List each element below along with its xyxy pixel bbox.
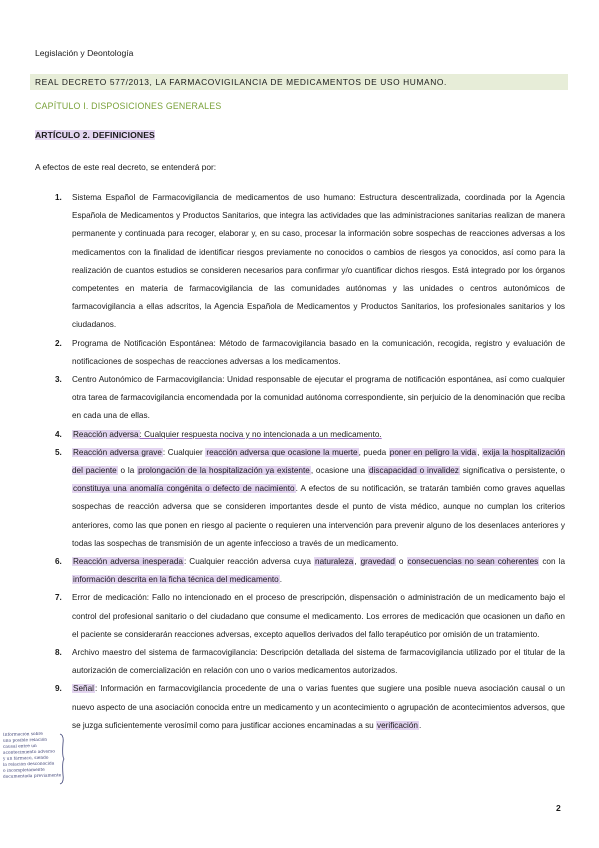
definition-1 bbox=[55, 189, 565, 335]
definition-term: Reacción adversa bbox=[73, 429, 139, 439]
definition-text: . bbox=[418, 720, 422, 730]
note-line: causal entre un bbox=[2, 743, 37, 750]
definition-2 bbox=[55, 335, 565, 371]
page-header: Legislación y Deontología bbox=[35, 48, 134, 58]
definition-number: 8. bbox=[55, 648, 62, 658]
definition-text: : Cualquier bbox=[162, 447, 206, 457]
note-line: la relación desconocida bbox=[2, 761, 55, 768]
definition-text: : Cualquier respuesta nociva y no intencionada a un medicamento. bbox=[139, 429, 382, 439]
note-line: Información sobre bbox=[2, 731, 44, 738]
definition-text: Archivo maestro del sistema de farmacovigilancia: Descripción detallada del sistema de farmacovigilancia utilizado por el titular de la autorización de comercialización en relación con uno o varios medicamentos autorizados. bbox=[72, 648, 565, 676]
handwritten-note bbox=[3, 732, 65, 786]
definition-text: : Cualquier reacción adversa cuya bbox=[183, 557, 315, 567]
definition-number: 2. bbox=[55, 338, 62, 348]
definition-7 bbox=[55, 589, 565, 644]
definition-number: 6. bbox=[55, 557, 62, 567]
definition-text: . bbox=[279, 575, 282, 585]
highlight: constituya una anomalía congénita o defecto de nacimiento bbox=[73, 484, 295, 494]
definition-text: Error de medicación: Fallo no intencionado en el proceso de prescripción, dispensación o administración de un medicamento bajo el control del profesional sanitario o del ciudadano que consume el medicamento. Los errores de medicación que ocasionen un daño en el paciente se considerarán reacciones adversas, excepto aquellos derivados del fallo terapéutico por omisión de un tratamiento. bbox=[72, 593, 565, 639]
decree-banner: REAL DECRETO 577/2013, LA FARMACOVIGILANCIA DE MEDICAMENTOS DE USO HUMANO. bbox=[30, 74, 568, 90]
definition-number: 5. bbox=[55, 447, 62, 457]
definition-text: con la bbox=[539, 557, 565, 567]
definition-8 bbox=[55, 644, 565, 680]
note-line: una posible relación bbox=[2, 737, 48, 744]
definition-text: : Información en farmacovigilancia procedente de una o varias fuentes que sugiere una posible nueva asociación causal o un nuevo aspecto de una asociación conocida entre un medicamento y un acontecimiento o agrupación de acontecimientos adversos, que se juzga suficientemente verosímil como para justificar acciones encaminadas a su bbox=[72, 684, 565, 730]
highlight: prolongación de la hospitalización ya existente bbox=[138, 466, 310, 476]
definition-text: Programa de Notificación Espontánea: Método de farmacovigilancia basado en la comunicación, recogida, registro y evaluación de notificaciones de sospechas de reacciones adversas a los medicamentos. bbox=[72, 338, 565, 366]
highlight: naturaleza bbox=[315, 557, 354, 567]
definition-9 bbox=[55, 680, 565, 735]
highlight: poner en peligro la vida bbox=[389, 447, 477, 457]
definitions-list bbox=[55, 189, 565, 735]
highlight: consecuencias no sean coherentes bbox=[407, 557, 539, 567]
definition-term: Señal bbox=[73, 684, 94, 694]
definition-4 bbox=[55, 426, 565, 444]
definition-3 bbox=[55, 371, 565, 426]
article-heading bbox=[35, 130, 155, 140]
note-line: acontecimiento adverso bbox=[2, 749, 55, 756]
intro-text: A efectos de este real decreto, se entenderá por: bbox=[35, 162, 217, 172]
article-heading-text: ARTÍCULO 2. DEFINICIONES bbox=[35, 130, 155, 140]
definition-term: Reacción adversa grave bbox=[73, 447, 162, 457]
definition-text: , bbox=[477, 447, 482, 457]
definition-text: . A efectos de su notificación, se tratarán también como graves aquellas sospechas de reacción adversa que se consideren importantes desde el punto de vista médico, aunque no cumplan los criterios anteriores, como las que ponen en riesgo al paciente o requieren una intervención para prevenir alguno de los desenlaces anteriores y todas las sospechas de transmisión de un agente infeccioso a través de un medicamento. bbox=[72, 484, 566, 548]
highlight: exija la hospitalización del paciente bbox=[72, 447, 565, 476]
definition-number: 7. bbox=[55, 593, 62, 603]
definition-number: 3. bbox=[55, 375, 62, 385]
highlight: gravedad bbox=[360, 557, 395, 567]
definition-term: Reacción adversa inesperada bbox=[73, 557, 183, 567]
definition-number: 1. bbox=[55, 193, 62, 202]
page-number: 2 bbox=[556, 803, 561, 813]
definition-text: Centro Autonómico de Farmacovigilancia: Unidad responsable de ejecutar el programa de notificación espontánea, así como cualquier otra tarea de farmacovigilancia encomendada por la comunidad autónoma correspondiente, sin perjuicio de la denominación que reciba en cada una de ellas. bbox=[72, 375, 565, 421]
definition-text: , ocasione una bbox=[310, 466, 369, 476]
highlight: información descrita en la ficha técnica del medicamento bbox=[73, 575, 279, 585]
definition-text: o la bbox=[117, 466, 138, 476]
definition-6 bbox=[55, 553, 565, 589]
note-line: o incompletamente bbox=[2, 767, 45, 774]
definition-text: , bbox=[354, 557, 360, 567]
definition-text: o bbox=[395, 557, 407, 567]
definition-text: , pueda bbox=[358, 447, 389, 457]
definition-5 bbox=[55, 444, 565, 553]
chapter-heading: CAPÍTULO I. DISPOSICIONES GENERALES bbox=[35, 101, 222, 111]
note-bracket bbox=[59, 733, 65, 785]
highlight: reacción adversa que ocasione la muerte bbox=[206, 447, 358, 457]
definition-text: significativa o persistente, o bbox=[459, 466, 565, 476]
note-line: documentada previamente bbox=[2, 773, 62, 780]
definition-text: Sistema Español de Farmacovigilancia de medicamentos de uso humano: Estructura descentralizada, coordinada por la Agencia Española de Medicamentos y Productos Sanitarios, que integra las actividades que las administraciones sanitarias realizan de manera permanente y continuada para recoger, elaborar y, en su caso, procesar la información sobre sospechas de reacciones adversas a los medicamentos con la finalidad de identificar riesgos previamente no conocidos o cambios de riesgos ya conocidos, así como para la realización de cuantos estudios se consideren necesarios para confirmar y/o cuantificar dichos riesgos. Está integrado por los órganos competentes en materia de farmacovigilancia de las comunidades autónomas y las unidades o centros autonómicos de farmacovigilancia a ellas adscritos, la Agencia Española de Medicamentos y Productos Sanitarios, los profesionales sanitarios y los ciudadanos. bbox=[72, 193, 565, 330]
definition-number: 4. bbox=[55, 429, 62, 439]
highlight: discapacidad o invalidez bbox=[369, 466, 459, 476]
note-line: y un fármaco, siendo bbox=[2, 755, 49, 762]
definition-number: 9. bbox=[55, 684, 62, 694]
highlight: verificación bbox=[377, 720, 418, 730]
